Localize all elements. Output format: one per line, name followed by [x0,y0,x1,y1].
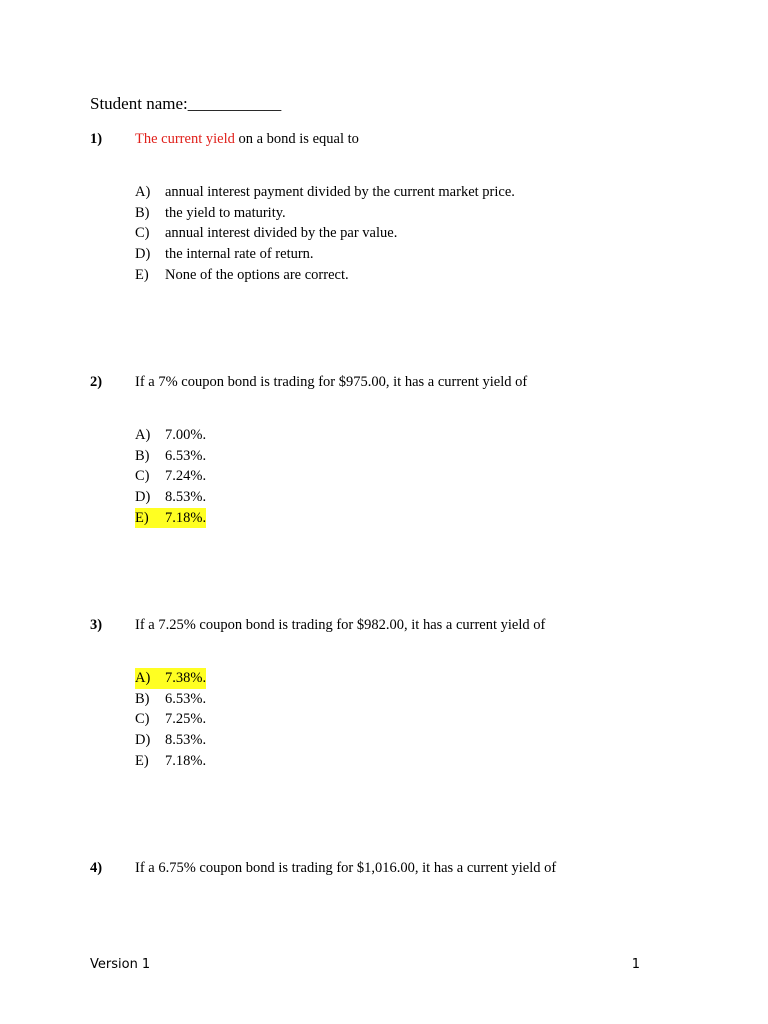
question-1-options [135,182,515,285]
option-d [135,487,206,508]
option-b [135,203,515,224]
option-letter: D) [135,732,151,749]
option-text: 7.18%. [165,509,207,526]
question-text [135,129,359,149]
student-name-field [90,93,281,115]
question-2-options [135,425,206,528]
footer-version: Version 1 [90,957,151,972]
option-text: 7.25%. [165,711,207,728]
option-letter: A) [135,184,151,200]
option-c [135,223,515,244]
option-text: 7.38%. [165,670,207,686]
option-a [135,425,206,446]
option-text: 8.53%. [165,732,207,749]
option-text: 7.00%. [165,427,207,443]
option-b [135,446,206,467]
option-letter: E) [135,266,149,283]
question-text: If a 7% coupon bond is trading for $975.00, it has a current yield of [135,374,528,390]
option-letter: D) [135,246,151,263]
option-text: 7.18%. [165,752,207,769]
option-letter: D) [135,489,151,506]
option-text: 6.53%. [165,447,207,464]
option-letter: A) [135,427,151,443]
option-c [135,466,206,487]
option-letter: C) [135,225,150,242]
option-a [135,182,515,203]
option-c [135,709,206,730]
option-text: annual interest divided by the par value. [165,225,398,242]
option-text: 7.24%. [165,468,207,485]
option-letter: A) [135,670,151,686]
option-letter: B) [135,447,150,464]
option-e [135,265,515,286]
option-text: the yield to maturity. [165,204,286,221]
option-text: None of the options are correct. [165,266,349,283]
option-d [135,244,515,265]
question-key-term: The current yield [135,131,235,147]
question-text-rest: on a bond is equal to [234,131,359,147]
option-d [135,730,206,751]
student-name-label: Student name: [90,94,188,113]
footer-page-number: 1 [631,957,640,972]
question-number: 1) [90,131,103,147]
option-letter: E) [135,752,149,769]
option-text: 8.53%. [165,489,207,506]
option-text: the internal rate of return. [165,246,314,263]
option-letter: C) [135,468,150,485]
option-letter: E) [135,509,149,526]
question-text: If a 7.25% coupon bond is trading for $982.00, it has a current yield of [135,617,546,633]
student-name-blank: ___________ [187,94,282,113]
question-number: 3) [90,617,103,633]
option-text: annual interest payment divided by the current market price. [165,184,515,200]
question-text: If a 6.75% coupon bond is trading for $1,016.00, it has a current yield of [135,860,557,876]
question-number: 2) [90,374,103,390]
option-text: 6.53%. [165,690,207,707]
question-3-options [135,668,206,771]
option-letter: B) [135,690,150,707]
option-letter: B) [135,204,150,221]
option-b [135,689,206,710]
option-e-answer-highlight [135,508,206,529]
question-number: 4) [90,860,103,876]
option-letter: C) [135,711,150,728]
option-a-answer-highlight [135,668,206,689]
option-e [135,751,206,772]
